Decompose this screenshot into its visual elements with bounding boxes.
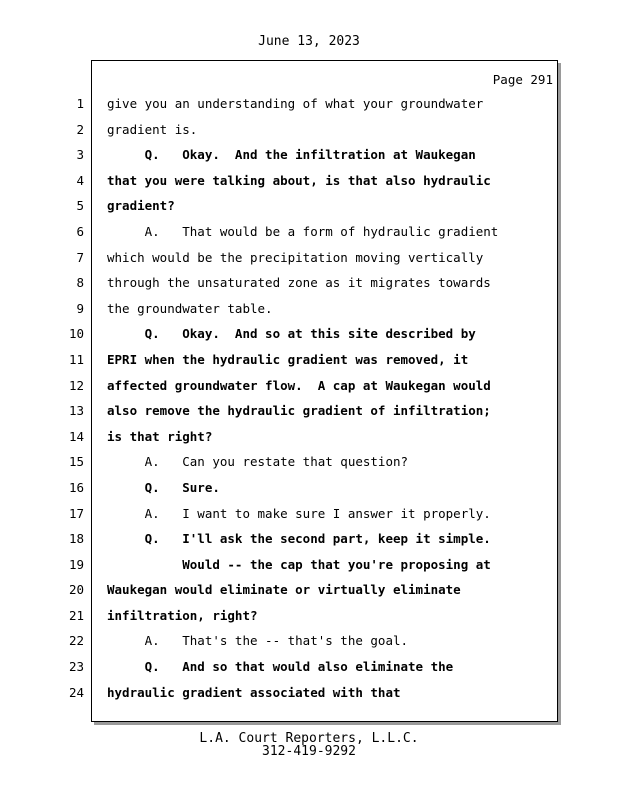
line-number: 18 <box>68 531 84 547</box>
line-number: 3 <box>76 147 84 163</box>
line-number: 5 <box>76 198 84 214</box>
transcript-line: Q. I'll ask the second part, keep it simple. <box>107 531 491 547</box>
page-footer <box>0 732 618 758</box>
transcript-line: gradient? <box>107 198 175 214</box>
line-number: 7 <box>76 249 84 265</box>
line-number: 24 <box>68 684 84 700</box>
line-number: 10 <box>68 326 84 342</box>
line-number: 12 <box>68 377 84 393</box>
transcript-line: A. That's the -- that's the goal. <box>107 633 409 649</box>
transcript-line: A. That would be a form of hydraulic gradient <box>107 223 499 239</box>
page-date-header: June 13, 2023 <box>258 34 360 49</box>
transcript-line: that you were talking about, is that also hydraulic <box>107 172 491 188</box>
line-number: 23 <box>68 659 84 675</box>
line-number: 4 <box>76 172 84 188</box>
line-number: 21 <box>68 607 84 623</box>
transcript-line: give you an understanding of what your groundwater <box>107 96 484 111</box>
transcript-line: also remove the hydraulic gradient of infiltration; <box>107 403 491 419</box>
transcript-line: EPRI when the hydraulic gradient was removed, it <box>107 351 469 367</box>
line-number: 19 <box>68 556 84 572</box>
transcript-line: Q. Okay. And so at this site described by <box>107 326 476 342</box>
transcript-line: gradient is. <box>107 121 198 137</box>
transcript-line: A. I want to make sure I answer it properly. <box>107 505 491 521</box>
transcript-line: hydraulic gradient associated with that <box>107 684 401 700</box>
transcript-line: affected groundwater flow. A cap at Waukegan would <box>107 377 491 393</box>
transcript-line: the groundwater table. <box>107 300 273 316</box>
page-number: Page 291 <box>492 72 553 87</box>
line-number: 22 <box>68 633 84 649</box>
line-number: 6 <box>76 223 84 239</box>
line-number: 16 <box>68 479 84 495</box>
line-number: 13 <box>68 403 84 419</box>
transcript-line: which would be the precipitation moving vertically <box>107 249 484 265</box>
transcript-line: Q. Okay. And the infiltration at Waukegan <box>107 147 476 163</box>
line-number: 1 <box>76 96 84 111</box>
transcript-line: through the unsaturated zone as it migrates towards <box>107 275 491 291</box>
line-number: 11 <box>68 351 84 367</box>
transcript-line: Waukegan would eliminate or virtually eliminate <box>107 582 461 598</box>
line-number: 9 <box>76 300 84 316</box>
line-number: 14 <box>68 428 84 444</box>
line-number-column <box>60 91 84 705</box>
line-number: 8 <box>76 275 84 291</box>
transcript-line: is that right? <box>107 428 213 444</box>
transcript-line: Would -- the cap that you're proposing at <box>107 556 491 572</box>
reporter-phone: 312-419-9292 <box>262 744 356 759</box>
transcript-text <box>107 91 547 705</box>
line-number: 20 <box>68 582 84 598</box>
transcript-line: infiltration, right? <box>107 607 258 623</box>
transcript-line: Q. And so that would also eliminate the <box>107 659 454 675</box>
line-number: 2 <box>76 121 84 137</box>
transcript-line: A. Can you restate that question? <box>107 454 409 470</box>
transcript-line: Q. Sure. <box>107 479 220 495</box>
reporter-company: L.A. Court Reporters, L.L.C. <box>199 731 419 746</box>
line-number: 17 <box>68 505 84 521</box>
line-number: 15 <box>68 454 84 470</box>
